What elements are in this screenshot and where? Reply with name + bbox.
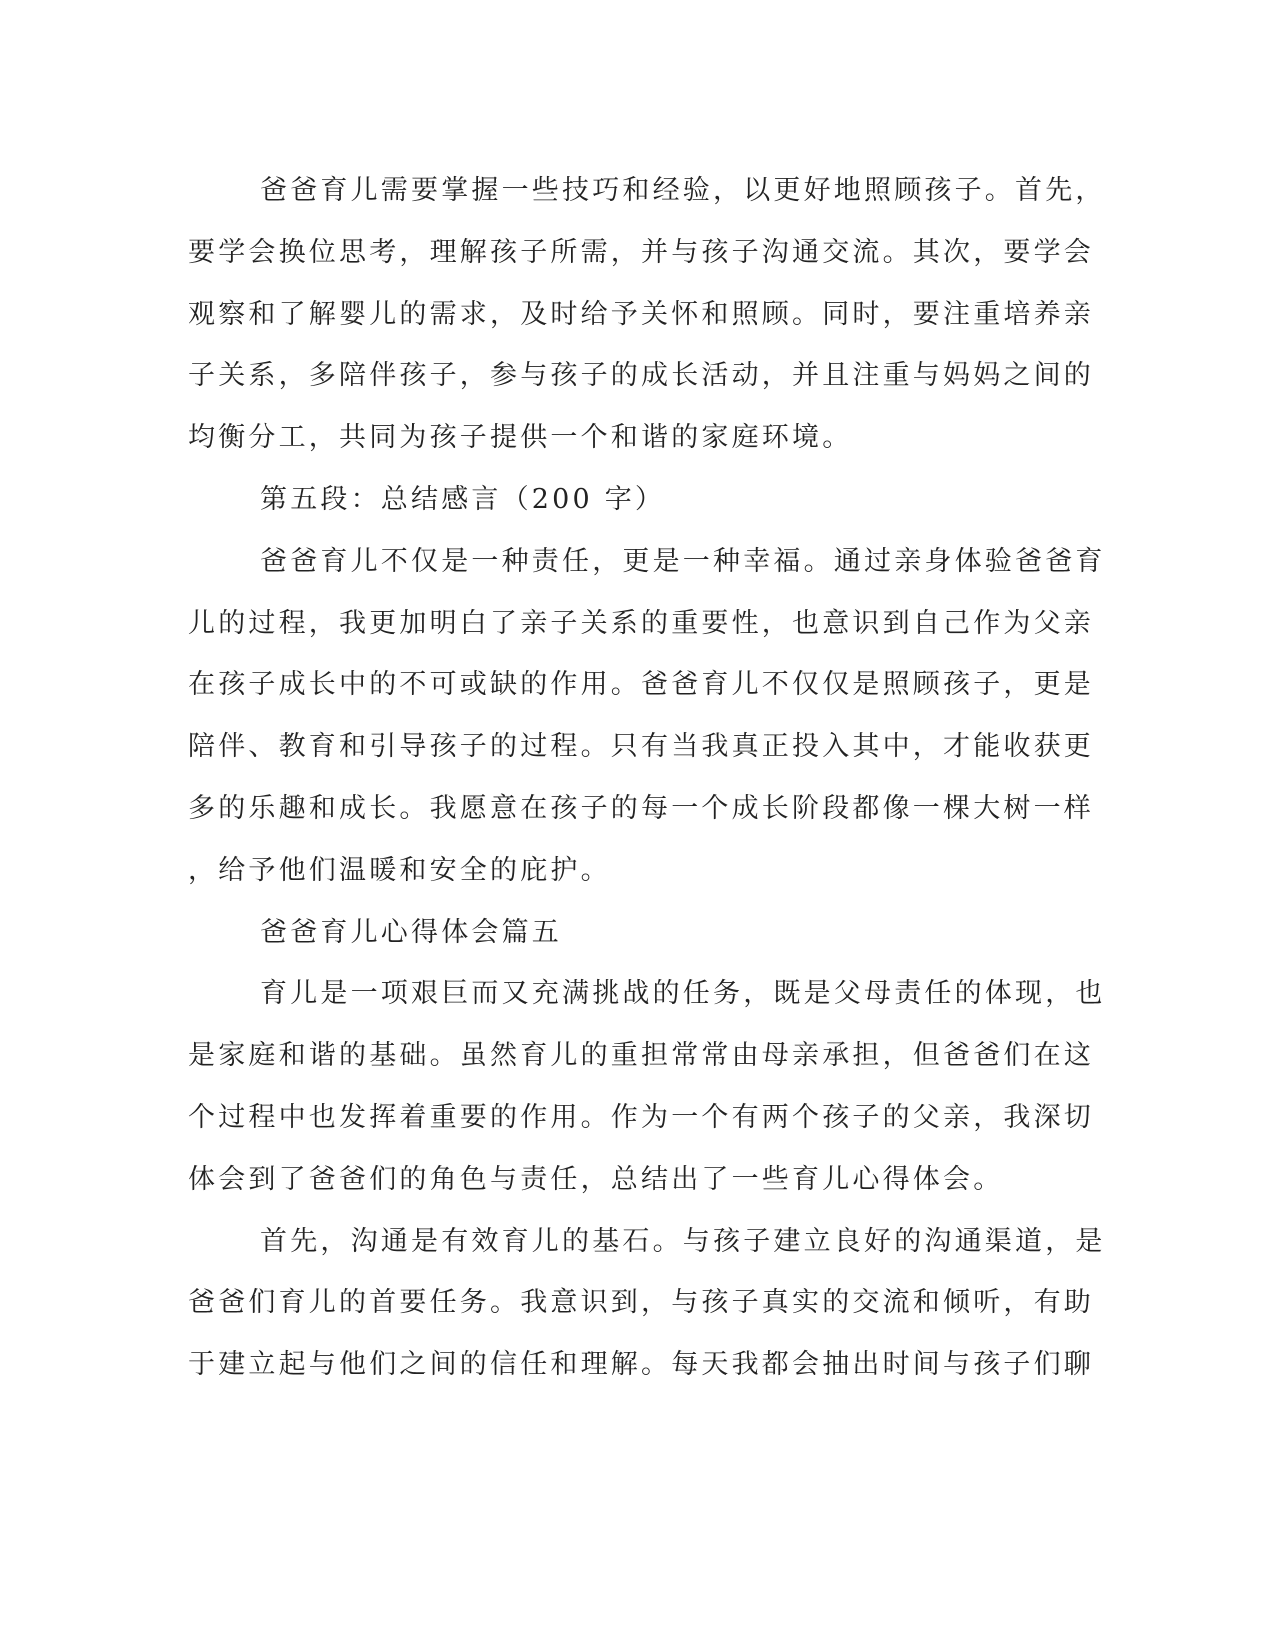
paragraph-line: 爸爸育儿需要掌握一些技巧和经验，以更好地照顾孩子。首先， — [260, 175, 1106, 206]
paragraph-line: 均衡分工，共同为孩子提供一个和谐的家庭环境。 — [188, 422, 853, 454]
paragraph-line: 子关系，多陪伴孩子，参与孩子的成长活动，并且注重与妈妈之间的 — [188, 360, 1094, 392]
paragraph-line: 个过程中也发挥着重要的作用。作为一个有两个孩子的父亲，我深切 — [188, 1101, 1094, 1133]
document-body — [188, 160, 1106, 1396]
paragraph-line: 陪伴、教育和引导孩子的过程。只有当我真正投入其中，才能收获更 — [188, 731, 1094, 763]
paragraph-line: 爸爸育儿不仅是一种责任，更是一种幸福。通过亲身体验爸爸育 — [260, 545, 1106, 577]
section-heading-fifth-paragraph — [188, 469, 1088, 531]
paragraph-communication — [188, 1211, 1106, 1396]
paragraph-line: 要学会换位思考，理解孩子所需，并与孩子沟通交流。其次，要学会 — [188, 236, 1094, 268]
paragraph-line: 爸爸们育儿的首要任务。我意识到，与孩子真实的交流和倾听，有助 — [188, 1287, 1094, 1319]
paragraph-line: 育儿是一项艰巨而又充满挑战的任务，既是父母责任的体现，也 — [260, 978, 1106, 1010]
section-heading: 第五段：总结感言（200 字） — [260, 483, 666, 515]
paragraph-line: 在孩子成长中的不可或缺的作用。爸爸育儿不仅仅是照顾孩子，更是 — [188, 669, 1094, 701]
paragraph-line: ，给予他们温暖和安全的庇护。 — [188, 854, 611, 886]
article-title-part-five — [188, 902, 1088, 964]
paragraph-fathers-parenting-skills — [188, 160, 1106, 469]
paragraph-line: 儿的过程，我更加明白了亲子关系的重要性，也意识到自己作为父亲 — [188, 607, 1094, 639]
paragraph-line: 是家庭和谐的基础。虽然育儿的重担常常由母亲承担，但爸爸们在这 — [188, 1040, 1094, 1072]
paragraph-line: 观察和了解婴儿的需求，及时给予关怀和照顾。同时，要注重培养亲 — [188, 298, 1094, 330]
paragraph-line: 于建立起与他们之间的信任和理解。每天我都会抽出时间与孩子们聊 — [188, 1349, 1094, 1381]
paragraph-parenting-challenge — [188, 963, 1106, 1210]
paragraph-summary-reflection — [188, 531, 1106, 902]
paragraph-line: 多的乐趣和成长。我愿意在孩子的每一个成长阶段都像一棵大树一样 — [188, 792, 1094, 824]
paragraph-line: 体会到了爸爸们的角色与责任，总结出了一些育儿心得体会。 — [188, 1163, 1004, 1195]
article-title: 爸爸育儿心得体会篇五 — [260, 916, 562, 948]
paragraph-line: 首先，沟通是有效育儿的基石。与孩子建立良好的沟通渠道，是 — [260, 1225, 1106, 1257]
